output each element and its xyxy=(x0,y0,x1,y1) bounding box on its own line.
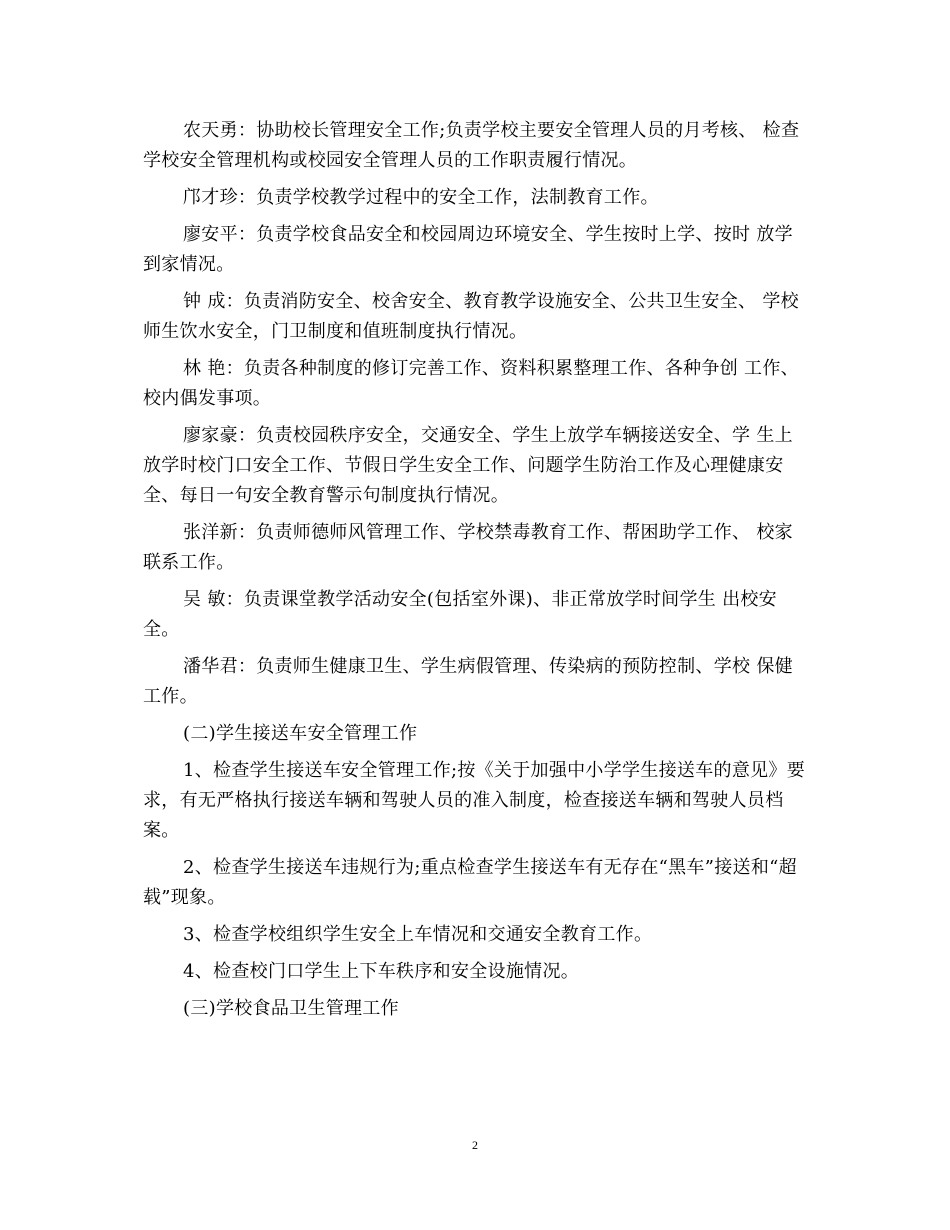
paragraph-duty-liao-anping: 廖安平：负责学校食品安全和校园周边环境安全、学生按时上学、按时 放学到家情况。 xyxy=(143,224,793,275)
document-body xyxy=(143,116,811,1031)
page-number: 2 xyxy=(472,1138,478,1152)
paragraph-duty-kuang-caizhen: 邝才珍：负责学校教学过程中的安全工作，法制教育工作。 xyxy=(183,187,659,208)
paragraph-duty-zhong-cheng: 钟 成：负责消防安全、校舍安全、教育教学设施安全、公共卫生安全、 学校师生饮水安全，门卫制度和值班制度执行情况。 xyxy=(143,291,799,342)
paragraph-duty-lin-yan: 林 艳：负责各种制度的修订完善工作、资料积累整理工作、各种争创 工作、校内偶发事项。 xyxy=(143,358,799,409)
paragraph-duty-nong-tianyong: 农天勇：协助校长管理安全工作;负责学校主要安全管理人员的月考核、 检查学校安全管理机构或校园安全管理人员的工作职责履行情况。 xyxy=(143,120,800,171)
paragraph-shuttle-item-3: 3、检查学校组织学生安全上车情况和交通安全教育工作。 xyxy=(183,924,653,945)
paragraph-shuttle-item-4: 4、检查校门口学生上下车秩序和安全设施情况。 xyxy=(183,961,580,982)
paragraph-duty-pan-huajun: 潘华君：负责师生健康卫生、学生病假管理、传染病的预防控制、学校 保健工作。 xyxy=(143,656,793,707)
paragraph-duty-liao-jiahao: 廖家豪：负责校园秩序安全，交通安全、学生上放学车辆接送安全、学 生上放学时校门口安全工作、节假日学生安全工作、问题学生防治工作及心理健康安全、每日一句安全教育警示句制度执行情况。 xyxy=(143,425,793,506)
section-heading-food-hygiene: (三)学校食品卫生管理工作 xyxy=(183,998,399,1019)
section-heading-shuttle-safety: (二)学生接送车安全管理工作 xyxy=(183,723,418,744)
paragraph-duty-wu-min: 吴 敏：负责课堂教学活动安全(包括室外课)、非正常放学时间学生 出校安全。 xyxy=(143,589,777,640)
paragraph-shuttle-item-1: 1、检查学生接送车安全管理工作;按《关于加强中小学学生接送车的意见》要求，有无严格执行接送车辆和驾驶人员的准入制度，检查接送车辆和驾驶人员档案。 xyxy=(143,760,806,841)
paragraph-duty-zhang-yangxin: 张洋新：负责师德师风管理工作、学校禁毒教育工作、帮困助学工作、 校家联系工作。 xyxy=(143,522,793,573)
paragraph-shuttle-item-2: 2、检查学生接送车违规行为;重点检查学生接送车有无存在“黑车”接送和“超载”现象。 xyxy=(143,857,797,908)
